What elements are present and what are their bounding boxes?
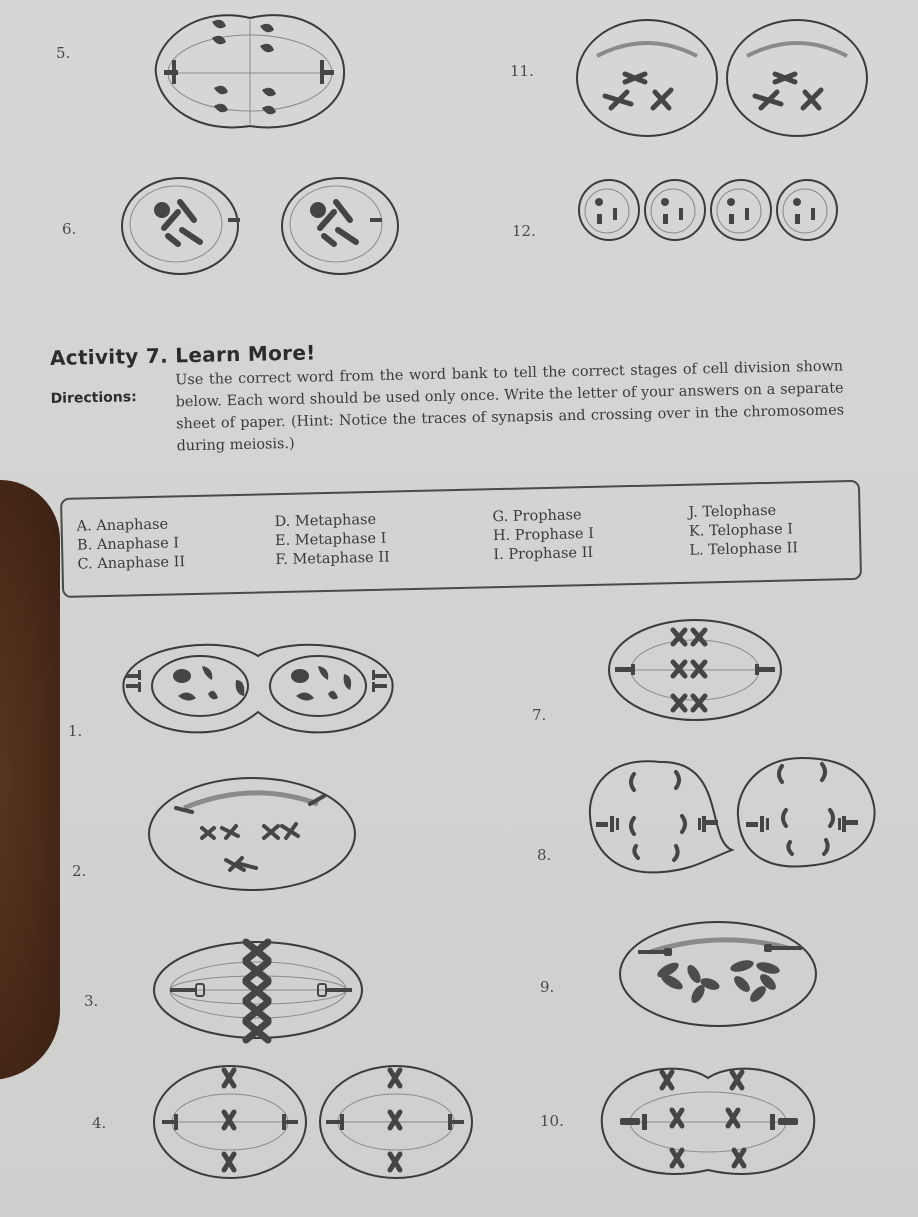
word-bank-column-prophase bbox=[492, 506, 594, 565]
word-bank-option: C. Anaphase II bbox=[77, 554, 186, 573]
word-bank-column-metaphase bbox=[274, 511, 390, 571]
word-bank-option: G. Prophase bbox=[492, 507, 582, 526]
word-bank-column-anaphase bbox=[76, 515, 185, 574]
directions-text: Use the correct word from the word bank to tell the correct stages of cell division shown below. Each word should be used only once. Write the letter of your answers on a separate sheet of paper. (Hint: Notice the traces of synapsis and crossing over in the chromosomes during meiosis.) bbox=[175, 358, 845, 455]
word-bank-option: K. Telophase I bbox=[688, 521, 794, 540]
cell-diagram-5 bbox=[150, 8, 350, 138]
item-number-5: 5. bbox=[56, 44, 71, 62]
item-number-11: 11. bbox=[510, 62, 534, 80]
cell-diagram-2 bbox=[146, 774, 358, 896]
item-number-3: 3. bbox=[84, 992, 99, 1010]
cell-diagram-9 bbox=[618, 918, 820, 1030]
word-bank-option: D. Metaphase bbox=[274, 511, 377, 531]
word-bank-option: J. Telophase bbox=[688, 502, 777, 521]
word-bank-option: L. Telophase II bbox=[689, 540, 799, 559]
item-number-6: 6. bbox=[62, 220, 77, 238]
word-bank-option: F. Metaphase II bbox=[275, 549, 390, 569]
cell-diagram-4 bbox=[150, 1060, 476, 1184]
directions-label: Directions: bbox=[50, 389, 137, 407]
word-bank-column-telophase bbox=[688, 501, 798, 560]
item-number-1: 1. bbox=[68, 722, 83, 740]
cell-diagram-11 bbox=[575, 16, 875, 140]
item-number-9: 9. bbox=[540, 978, 555, 996]
word-bank-option: I. Prophase II bbox=[493, 544, 594, 564]
cell-diagram-7 bbox=[605, 616, 785, 724]
item-number-7: 7. bbox=[532, 706, 547, 724]
activity-heading: Activity 7. Learn More! bbox=[49, 340, 316, 370]
cell-diagram-1 bbox=[118, 640, 398, 736]
cell-diagram-3 bbox=[150, 936, 366, 1046]
word-bank-option: H. Prophase I bbox=[492, 525, 595, 545]
word-bank-option: E. Metaphase I bbox=[274, 530, 387, 550]
item-number-10: 10. bbox=[540, 1112, 564, 1130]
cell-diagram-10 bbox=[598, 1060, 818, 1184]
item-number-8: 8. bbox=[537, 846, 552, 864]
cell-diagram-6 bbox=[120, 172, 400, 282]
word-bank-option: A. Anaphase bbox=[76, 516, 169, 535]
word-bank-option: B. Anaphase I bbox=[76, 535, 180, 554]
hand-holding-page bbox=[0, 480, 60, 1080]
item-number-4: 4. bbox=[92, 1114, 107, 1132]
item-number-2: 2. bbox=[72, 862, 87, 880]
cell-diagram-12 bbox=[575, 178, 855, 244]
cell-diagram-8 bbox=[586, 750, 878, 880]
word-bank bbox=[60, 480, 862, 598]
item-number-12: 12. bbox=[512, 222, 536, 240]
